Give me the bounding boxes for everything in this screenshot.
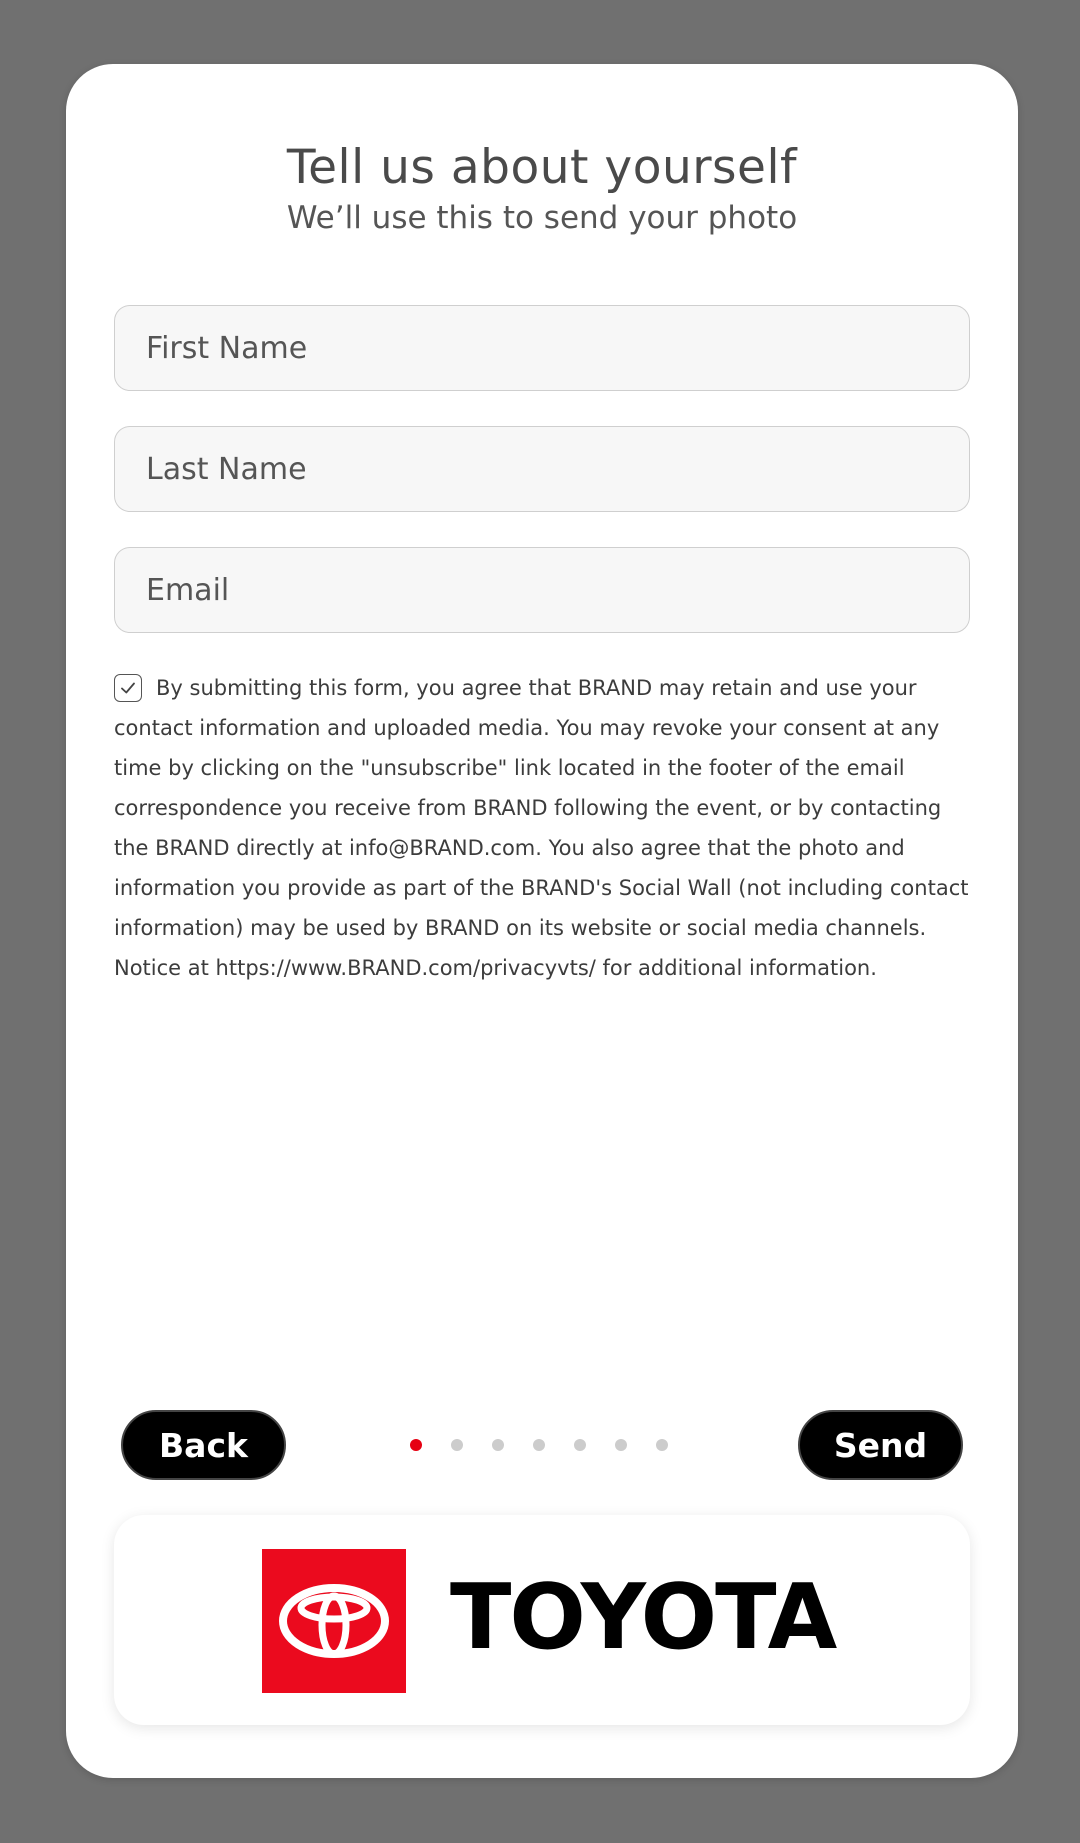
toyota-emblem-icon xyxy=(262,1549,406,1693)
email-input[interactable] xyxy=(114,547,970,633)
page-dot-7 xyxy=(656,1439,668,1451)
consent-checkbox[interactable] xyxy=(114,674,142,702)
page-dot-5 xyxy=(574,1439,586,1451)
checkmark-icon xyxy=(118,678,138,698)
page-dot-1 xyxy=(410,1439,422,1451)
brand-logo-panel xyxy=(114,1515,970,1725)
page-title: Tell us about yourself xyxy=(286,140,798,195)
page-dot-2 xyxy=(451,1439,463,1451)
form-card xyxy=(66,64,1018,1778)
pagination-dots xyxy=(410,1439,668,1451)
consent-text: By submitting this form, you agree that BRAND may retain and use your contact information and uploaded media. You may revoke your consent at any time by clicking on the "unsubscribe" link located in the footer of the email correspondence you receive from BRAND following the event, or by contacting the BRAND directly at info@BRAND.com. You also agree that the photo and information you provide as part of the BRAND's Social Wall (not including contact information) may be used by BRAND on its website or social media channels. Notice at https://www.BRAND.com/privacyvts/ for additional information. xyxy=(114,676,969,980)
brand-wordmark: TOYOTA xyxy=(450,1565,836,1670)
page-dot-3 xyxy=(492,1439,504,1451)
page-subtitle: We’ll use this to send your photo xyxy=(286,200,798,236)
page-dot-4 xyxy=(533,1439,545,1451)
last-name-input[interactable] xyxy=(114,426,970,512)
consent-block xyxy=(114,668,974,988)
back-button[interactable]: Back xyxy=(121,1410,286,1480)
send-button[interactable]: Send xyxy=(798,1410,963,1480)
page-dot-6 xyxy=(615,1439,627,1451)
first-name-input[interactable] xyxy=(114,305,970,391)
